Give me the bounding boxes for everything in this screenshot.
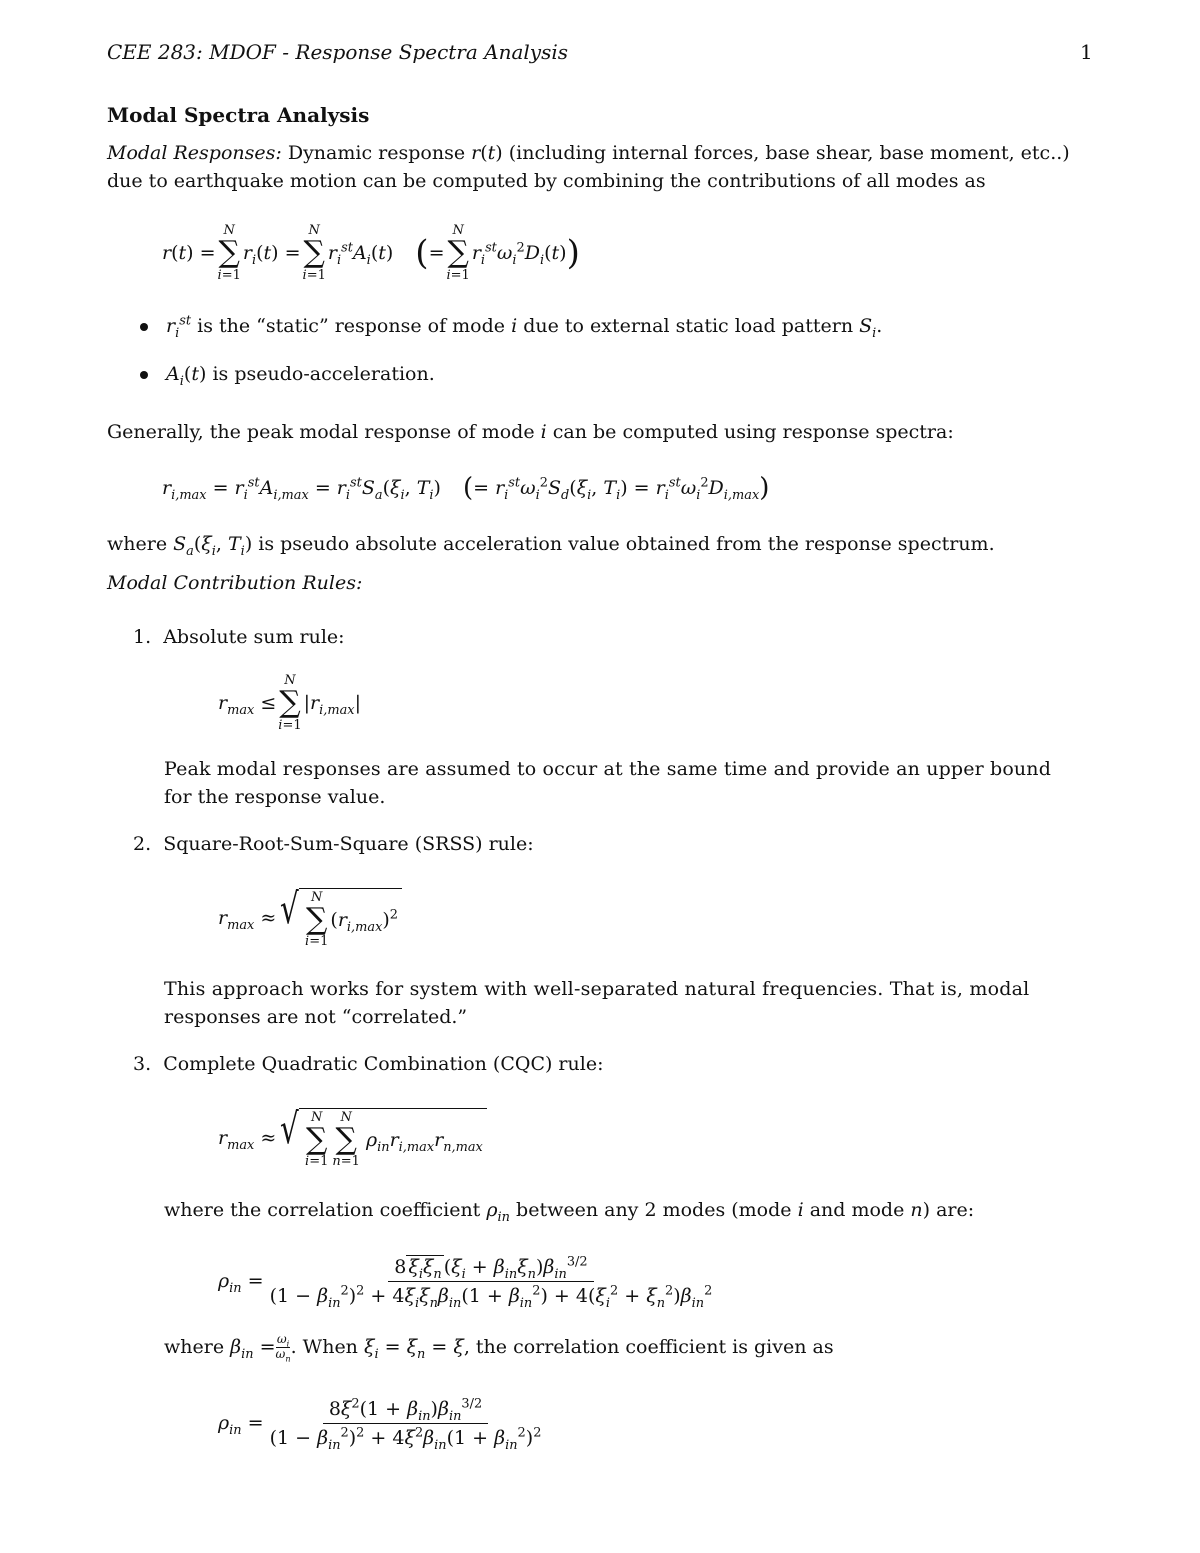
- page-number: 1: [1080, 40, 1093, 64]
- modal-responses-line-2: due to earthquake motion can be computed by combining the contributions of all modes as: [107, 170, 986, 192]
- rule-2-note-line-1: This approach works for system with well-separated natural frequencies. That is, modal: [164, 978, 1030, 1000]
- correlation-coefficient-equal-damping-formula: $\rho_{in}$ = $\frac{8\xi^2(1 + \beta_{in})\beta_{in}^{3/2}}{(1 - \beta_{in}^2)^2 + 4\xi^2\beta_{in}(1 + \beta_{in}^2)^2}$: [218, 1396, 542, 1453]
- bullet-icon: [140, 371, 148, 379]
- rule-2-heading: 2. Square-Root-Sum-Square (SRSS) rule:: [133, 833, 534, 855]
- running-header-title: CEE 283: MDOF - Response Spectra Analysis: [107, 40, 569, 64]
- bullet-item-pseudo-acceleration: $A_i(t)$ is pseudo-acceleration.: [140, 363, 435, 385]
- where-beta-sentence: where $\beta_{in}$ = $\frac{\omega_i}{\omega_n}$ . When $\xi_i = \xi_n = \xi$ , the correlation coefficient is given as: [164, 1332, 834, 1363]
- bullet-item-static-response: $r_i^{st}$ is the “static” response of mode i due to external static load pattern $S_i$.: [140, 315, 882, 337]
- modal-responses-line-1: Modal Responses: Dynamic response r(t) (including internal forces, base shear, base moment, etc..): [107, 142, 1070, 164]
- rule-2-note-line-2: responses are not “correlated.”: [164, 1006, 468, 1028]
- cqc-equation: $r_{max}$ ≈ √ N ∑ i=1 N ∑ n=1 $\rho_{in}r_{i,max}r_{n,max}$: [218, 1100, 487, 1176]
- rule-1-heading: 1. Absolute sum rule:: [133, 626, 345, 648]
- math-r-t: r(t): [471, 142, 503, 164]
- generally-paragraph: Generally, the peak modal response of mode i can be computed using response spectra:: [107, 421, 954, 443]
- srss-equation: $r_{max}$ ≈ √ N ∑ i=1 $(r_{i,max})^2$: [218, 880, 402, 956]
- correlation-coefficient-sentence: where the correlation coefficient $\rho_{in}$ between any 2 modes (mode i and mode n) are:: [164, 1199, 975, 1225]
- rule-1-note-line-1: Peak modal responses are assumed to occur at the same time and provide an upper bound: [164, 758, 1052, 780]
- contribution-rules-label: Modal Contribution Rules:: [107, 572, 363, 594]
- section-title: Modal Spectra Analysis: [107, 103, 370, 127]
- rule-3-heading: 3. Complete Quadratic Combination (CQC) rule:: [133, 1053, 604, 1075]
- peak-modal-response-equation: $r_{i,max} = r_i^{st}A_{i,max} = r_i^{st}S_a(\xi_i$, $T_i$) ( = $r_i^{st}\omega_i^2S_d(\xi_i$, $T_i) = r_i^{st}\omega_i^2D_{i,max}$ ): [162, 473, 770, 503]
- correlation-coefficient-formula: $\rho_{in}$ = $\frac{8 \xi_i\xi_n (\xi_i + \beta_{in}\xi_n)\beta_{in}^{3/2}}{(1 - \beta_{in}^2)^2 + 4\xi_i\xi_n\beta_{in}(1 + \beta_{in}^2) + 4(\xi_i^2 + \xi_n^2)\beta_{in}^2}$: [218, 1254, 713, 1311]
- bullet-icon: [140, 323, 148, 331]
- rule-1-note-line-2: for the response value.: [164, 786, 386, 808]
- modal-responses-label: Modal Responses:: [107, 142, 282, 164]
- absolute-sum-equation: $r_{max}$ ≤ N ∑ i=1 $|r_{i,max}|$: [218, 673, 361, 733]
- where-sa-sentence: where $S_a(\xi_i$, $T_i$) is pseudo absolute acceleration value obtained from the response spectrum.: [107, 533, 995, 559]
- modal-superposition-equation: r(t) = N ∑ i=1 $r_i(t)$ = N ∑ i=1 $r_i^{st}A_i(t)$ ( = N ∑ i=1 $r_i^{st}\omega_i^2D_i(t)$ ): [162, 223, 580, 283]
